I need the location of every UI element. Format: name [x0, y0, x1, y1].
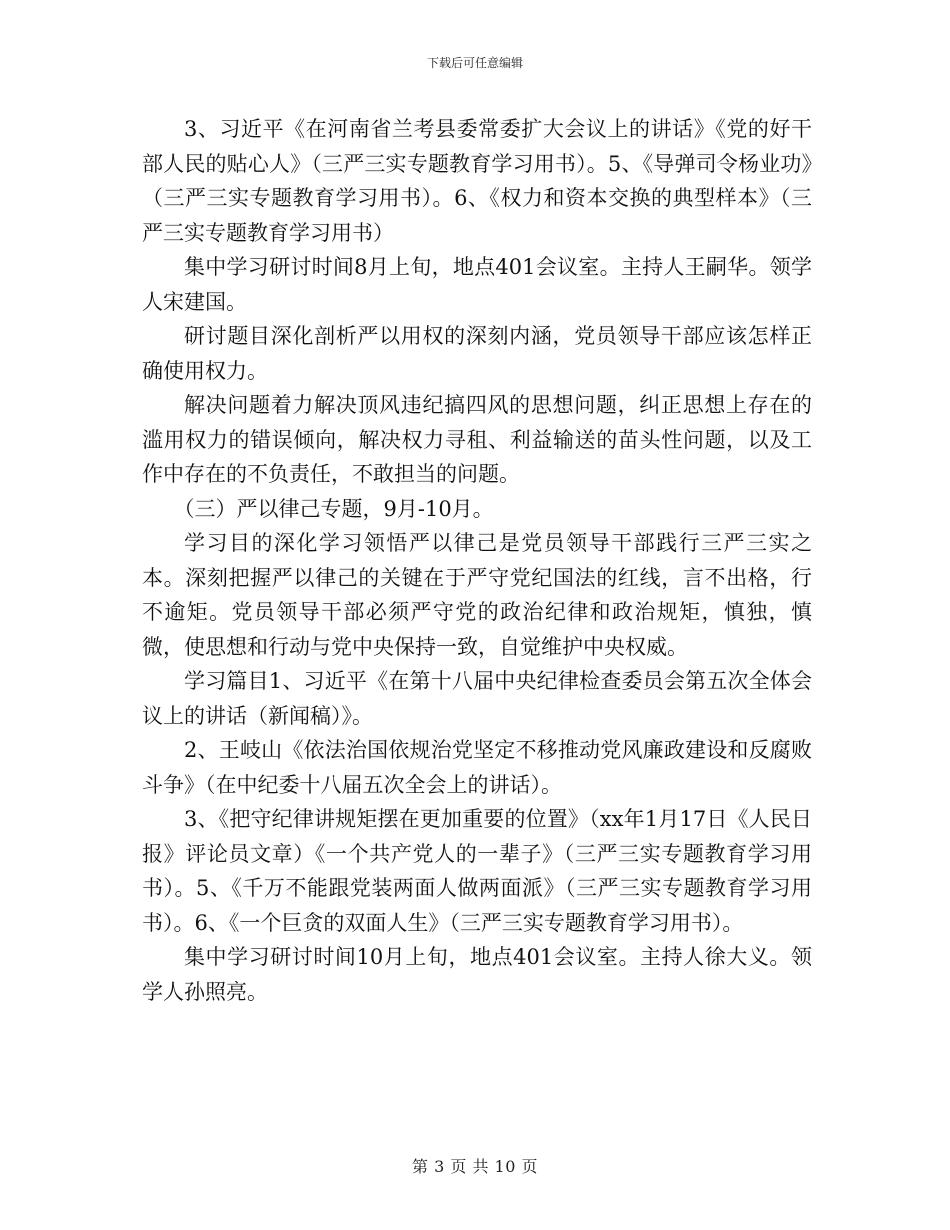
paragraph: 集中学习研讨时间10月上旬，地点401会议室。主持人徐大义。领学人孙照亮。 — [142, 945, 812, 1004]
paragraph: 研讨题目深化剖析严以用权的深刻内涵，党员领导干部应该怎样正确使用权力。 — [142, 324, 812, 383]
paragraph: 解决问题着力解决顶风违纪搞四风的思想问题，纠正思想上存在的滥用权力的错误倾向，解决权力寻租、利益输送的苗头性问题，以及工作中存在的不负责任，不敢担当的问题。 — [142, 393, 812, 486]
paragraph: 3、《把守纪律讲规矩摆在更加重要的位置》（xx年1月17日《人民日报》评论员文章）《一个共产党人的一辈子》（三严三实专题教育学习用书）。5、《千万不能跟党装两面人做两面派》（三严三实专题教育学习用书）。6、《一个巨贪的双面人生》（三严三实专题教育学习用书）。 — [142, 807, 812, 935]
document-body — [142, 112, 812, 1009]
section-heading: （三）严以律己专题，9月-10月。 — [173, 496, 494, 521]
paragraph: 学习目的深化学习领悟严以律己是党员领导干部践行三严三实之本。深刻把握严以律己的关键在于严守党纪国法的红线，言不出格，行不逾矩。党员领导干部必须严守党的政治纪律和政治规矩，慎独，慎微，使思想和行动与党中央保持一致，自觉维护中央权威。 — [142, 531, 812, 659]
paragraph: 2、王岐山《依法治国依规治党坚定不移推动党风廉政建设和反腐败斗争》（在中纪委十八届五次全会上的讲话）。 — [142, 738, 812, 797]
paragraph: 3、习近平《在河南省兰考县委常委扩大会议上的讲话》《党的好干部人民的贴心人》（三严三实专题教育学习用书）。5、《导弹司令杨业功》（三严三实专题教育学习用书）。6、《权力和资本交换的典型样本》（三严三实专题教育学习用书） — [142, 117, 812, 245]
page-header-note: 下载后可任意编辑 — [426, 56, 523, 70]
page-number-footer: 第 3 页 共 10 页 — [412, 1157, 538, 1176]
paragraph: 学习篇目1、习近平《在第十八届中央纪律检查委员会第五次全体会议上的讲话（新闻稿）》。 — [142, 669, 812, 728]
paragraph: 集中学习研讨时间8月上旬，地点401会议室。主持人王嗣华。领学人宋建国。 — [142, 255, 812, 314]
